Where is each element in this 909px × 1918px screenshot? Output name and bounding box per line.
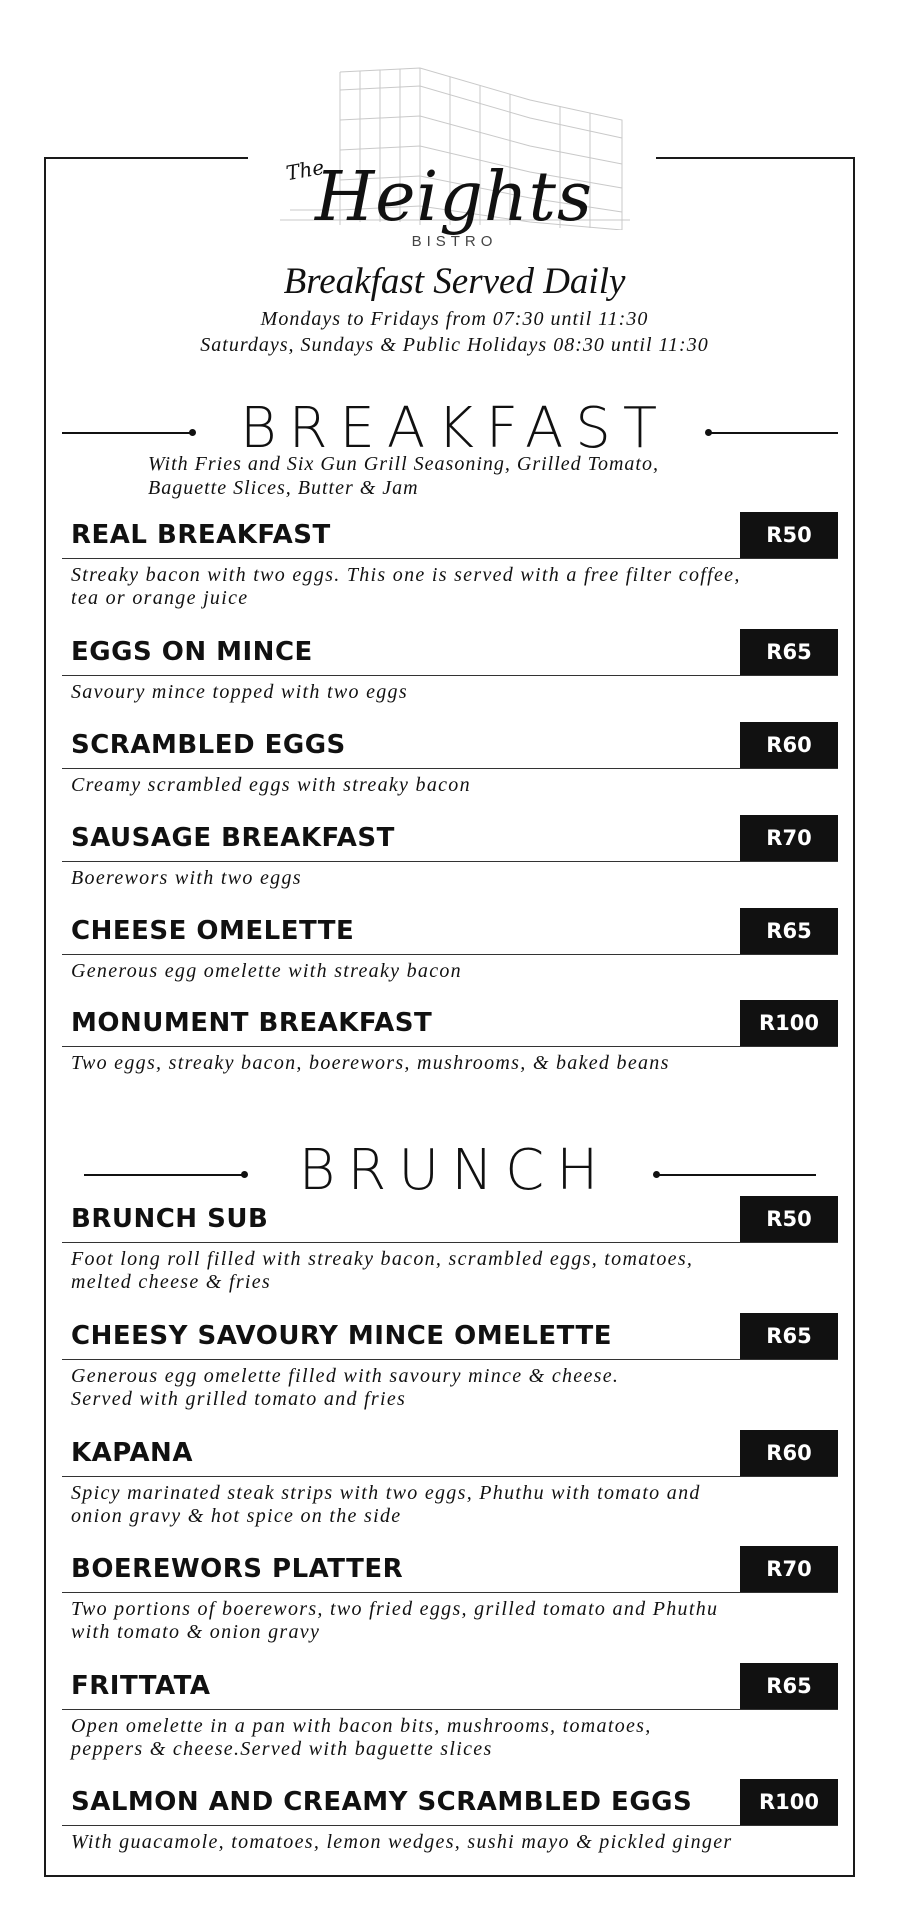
item-description-line: Foot long roll filled with streaky bacon, scrambled eggs, tomatoes, <box>71 1248 694 1270</box>
item-description <box>71 960 838 983</box>
item-description-line: with tomato & onion gravy <box>71 1621 321 1643</box>
price-badge: R50 <box>740 512 838 558</box>
item-description <box>71 1831 838 1854</box>
menu-item <box>62 1430 838 1536</box>
item-description-line: Two portions of boerewors, two fried eggs, grilled tomato and Phuthu <box>71 1598 719 1620</box>
item-description <box>71 774 838 797</box>
item-divider <box>62 954 838 955</box>
item-description-line: Creamy scrambled eggs with streaky bacon <box>71 774 471 796</box>
menu-item <box>62 512 838 618</box>
item-name: SAUSAGE BREAKFAST <box>71 823 395 853</box>
item-description <box>71 681 838 704</box>
menu-item <box>62 1000 838 1080</box>
item-description-line: Spicy marinated steak strips with two eggs, Phuthu with tomato and <box>71 1482 701 1504</box>
item-description <box>71 1365 838 1411</box>
price-badge: R60 <box>740 722 838 768</box>
item-name: FRITTATA <box>71 1671 211 1701</box>
item-name: KAPANA <box>71 1438 193 1468</box>
item-description-line: Two eggs, streaky bacon, boerewors, mushrooms, & baked beans <box>71 1052 670 1074</box>
item-divider <box>62 1825 838 1826</box>
item-name: EGGS ON MINCE <box>71 637 313 667</box>
item-description-line: melted cheese & fries <box>71 1271 272 1293</box>
item-description-line: Generous egg omelette with streaky bacon <box>71 960 462 982</box>
breakfast-section-title: BREAKFAST <box>239 396 670 461</box>
item-divider <box>62 1592 838 1593</box>
breakfast-subtitle-line: With Fries and Six Gun Grill Seasoning, Grilled Tomato, <box>148 453 659 475</box>
price-badge: R65 <box>740 1313 838 1359</box>
item-description <box>71 564 838 610</box>
item-description-line: onion gravy & hot spice on the side <box>71 1505 402 1527</box>
menu-item <box>62 908 838 988</box>
item-divider <box>62 558 838 559</box>
item-description-line: Served with grilled tomato and fries <box>71 1388 407 1410</box>
item-name: MONUMENT BREAKFAST <box>71 1008 433 1038</box>
item-divider <box>62 1046 838 1047</box>
item-description <box>71 1052 838 1075</box>
item-description-line: Generous egg omelette filled with savoury mince & cheese. <box>71 1365 620 1387</box>
price-badge: R100 <box>740 1779 838 1825</box>
item-name: REAL BREAKFAST <box>71 520 331 550</box>
logo-name-text: Heights <box>315 158 593 237</box>
logo-tagline: BISTRO <box>411 233 498 250</box>
item-description-line: With guacamole, tomatoes, lemon wedges, sushi mayo & pickled ginger <box>71 1831 733 1853</box>
breakfast-subtitle-line: Baguette Slices, Butter & Jam <box>148 477 419 499</box>
price-badge: R70 <box>740 1546 838 1592</box>
price-badge: R65 <box>740 1663 838 1709</box>
item-name: CHEESE OMELETTE <box>71 916 355 946</box>
menu-item <box>62 1196 838 1302</box>
item-name: SCRAMBLED EGGS <box>71 730 346 760</box>
price-badge: R50 <box>740 1196 838 1242</box>
menu-item <box>62 1313 838 1419</box>
item-name: SALMON AND CREAMY SCRAMBLED EGGS <box>71 1787 693 1817</box>
item-divider <box>62 768 838 769</box>
menu-item <box>62 1779 838 1859</box>
menu-item <box>62 722 838 802</box>
item-description <box>71 1715 838 1761</box>
logo-the-text: The <box>284 154 326 186</box>
item-divider <box>62 861 838 862</box>
menu-item <box>62 815 838 895</box>
menu-item <box>62 1546 838 1652</box>
price-badge: R65 <box>740 908 838 954</box>
price-badge: R70 <box>740 815 838 861</box>
breakfast-subtitle <box>148 452 788 500</box>
item-name: BOEREWORS PLATTER <box>71 1554 404 1584</box>
logo <box>270 60 640 237</box>
item-description <box>71 867 838 890</box>
item-description <box>71 1248 838 1294</box>
menu-item <box>62 1663 838 1769</box>
item-description-line: Streaky bacon with two eggs. This one is served with a free filter coffee, <box>71 564 741 586</box>
item-description <box>71 1598 838 1644</box>
item-divider <box>62 1476 838 1477</box>
brunch-section-title: BRUNCH <box>298 1138 611 1203</box>
service-title: Breakfast Served Daily <box>283 261 626 302</box>
price-badge: R60 <box>740 1430 838 1476</box>
service-weekdays: Mondays to Fridays from 07:30 until 11:30 <box>260 308 649 330</box>
item-name: BRUNCH SUB <box>71 1204 269 1234</box>
item-description-line: Savoury mince topped with two eggs <box>71 681 408 703</box>
item-description <box>71 1482 838 1528</box>
service-weekends: Saturdays, Sundays & Public Holidays 08:30 until 11:30 <box>200 334 709 356</box>
item-divider <box>62 1242 838 1243</box>
item-divider <box>62 1709 838 1710</box>
price-badge: R100 <box>740 1000 838 1046</box>
item-divider <box>62 675 838 676</box>
item-description-line: Boerewors with two eggs <box>71 867 302 889</box>
menu-item <box>62 629 838 709</box>
item-description-line: peppers & cheese.Served with baguette slices <box>71 1738 493 1760</box>
item-description-line: Open omelette in a pan with bacon bits, mushrooms, tomatoes, <box>71 1715 652 1737</box>
price-badge: R65 <box>740 629 838 675</box>
item-divider <box>62 1359 838 1360</box>
item-name: CHEESY SAVOURY MINCE OMELETTE <box>71 1321 612 1351</box>
item-description-line: tea or orange juice <box>71 587 249 609</box>
